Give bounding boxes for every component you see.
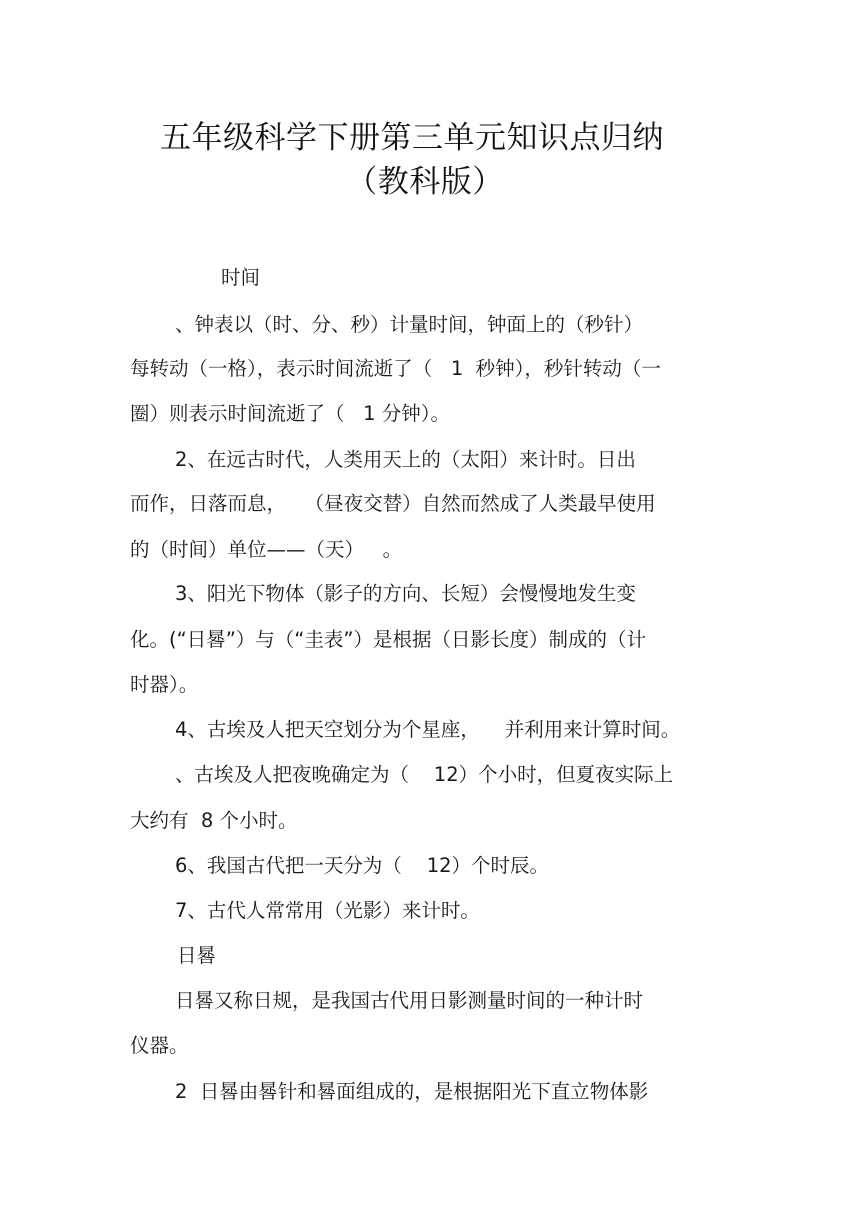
paragraph-line: 日晷又称日规，是我国古代用日影测量时间的一种计时	[175, 989, 644, 1012]
paragraph-line: 2 日晷由晷针和晷面组成的，是根据阳光下直立物体影	[175, 1080, 649, 1103]
paragraph-line: 大约有 8 个小时。	[130, 809, 298, 832]
document-subtitle: （教科版）	[346, 164, 504, 200]
section-heading-time: 时间	[221, 266, 261, 289]
paragraph-line: 6、我国古代把一天分为（ 12）个时辰。	[175, 854, 550, 877]
paragraph-line: 圈）则表示时间流逝了（ 1 分钟）。	[130, 402, 450, 425]
paragraph-line: 的（时间）单位——（天） 。	[130, 538, 403, 561]
paragraph-line: 、钟表以（时、分、秒）计量时间，钟面上的（秒针）	[175, 313, 644, 336]
paragraph-line: 而作，日落而息， （昼夜交替）自然而然成了人类最早使用	[130, 492, 656, 515]
paragraph-line: 3、阳光下物体（影子的方向、长短）会慢慢地发生变	[175, 582, 636, 605]
paragraph-line: 仪器。	[130, 1034, 189, 1057]
paragraph-line: 4、古埃及人把天空划分为个星座， 并利用来计算时间。	[175, 718, 681, 741]
paragraph-line: 每转动（一格），表示时间流逝了（ 1 秒钟），秒针转动（一	[130, 357, 661, 380]
paragraph-line: 、古埃及人把夜晚确定为（ 12）个小时，但夏夜实际上	[175, 763, 674, 786]
paragraph-line: 7、古代人常常用（光影）来计时。	[175, 899, 480, 922]
section-heading-sundial: 日晷	[177, 944, 217, 967]
paragraph-line: 2、在远古时代，人类用天上的（太阳）来计时。日出	[175, 448, 636, 471]
paragraph-line: 时器）。	[130, 673, 199, 696]
paragraph-line: 化。(“日晷”）与（“圭表”）是根据（日影长度）制成的（计	[130, 628, 647, 651]
document-title: 五年级科学下册第三单元知识点归纳	[160, 120, 664, 156]
